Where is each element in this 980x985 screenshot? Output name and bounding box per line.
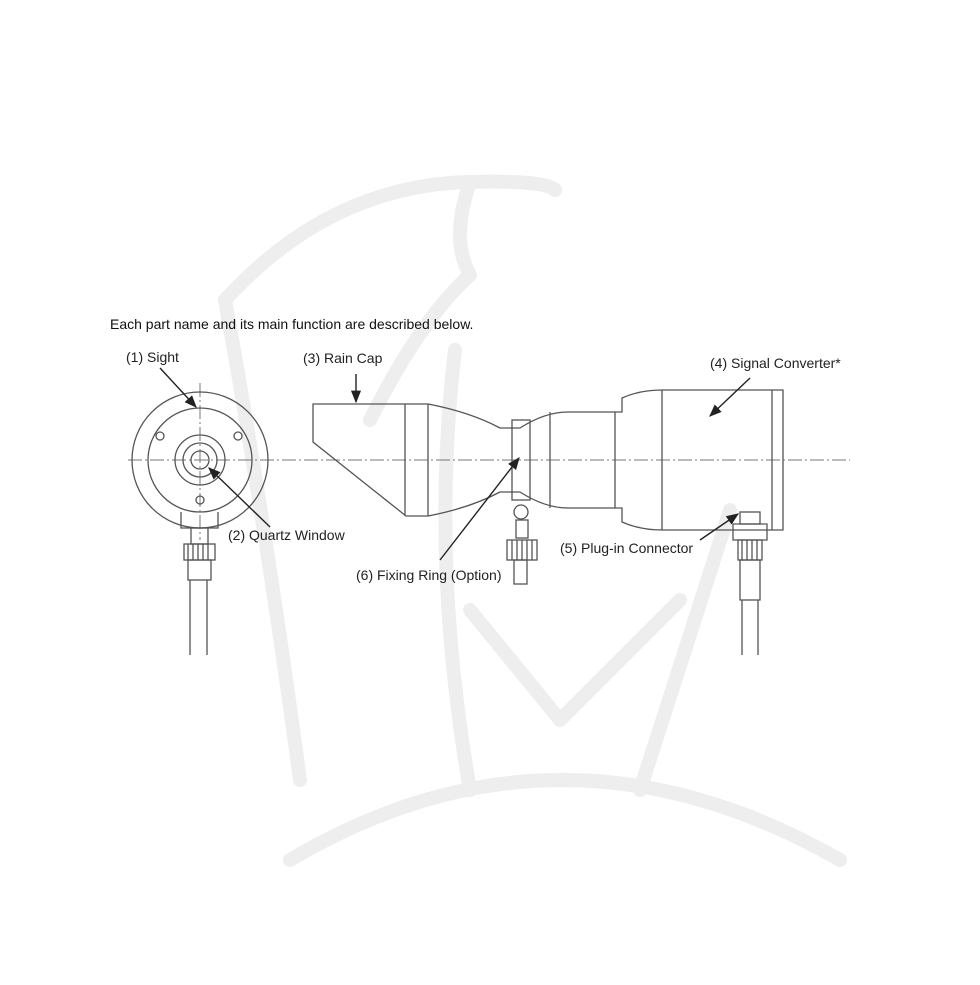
label-fixing-ring: (6) Fixing Ring (Option): [356, 567, 502, 583]
label-sight: (1) Sight: [126, 349, 179, 365]
label-quartz-window: (2) Quartz Window: [228, 527, 345, 543]
label-plug-in-connector: (5) Plug-in Connector: [560, 540, 694, 556]
label-rain-cap: (3) Rain Cap: [303, 350, 383, 366]
intro-text: Each part name and its main function are described below.: [110, 316, 474, 332]
side-view: [313, 390, 783, 655]
label-signal-converter: (4) Signal Converter*: [710, 355, 841, 371]
watermark-logo: [225, 182, 840, 860]
arrow-signal-converter: [710, 378, 750, 416]
